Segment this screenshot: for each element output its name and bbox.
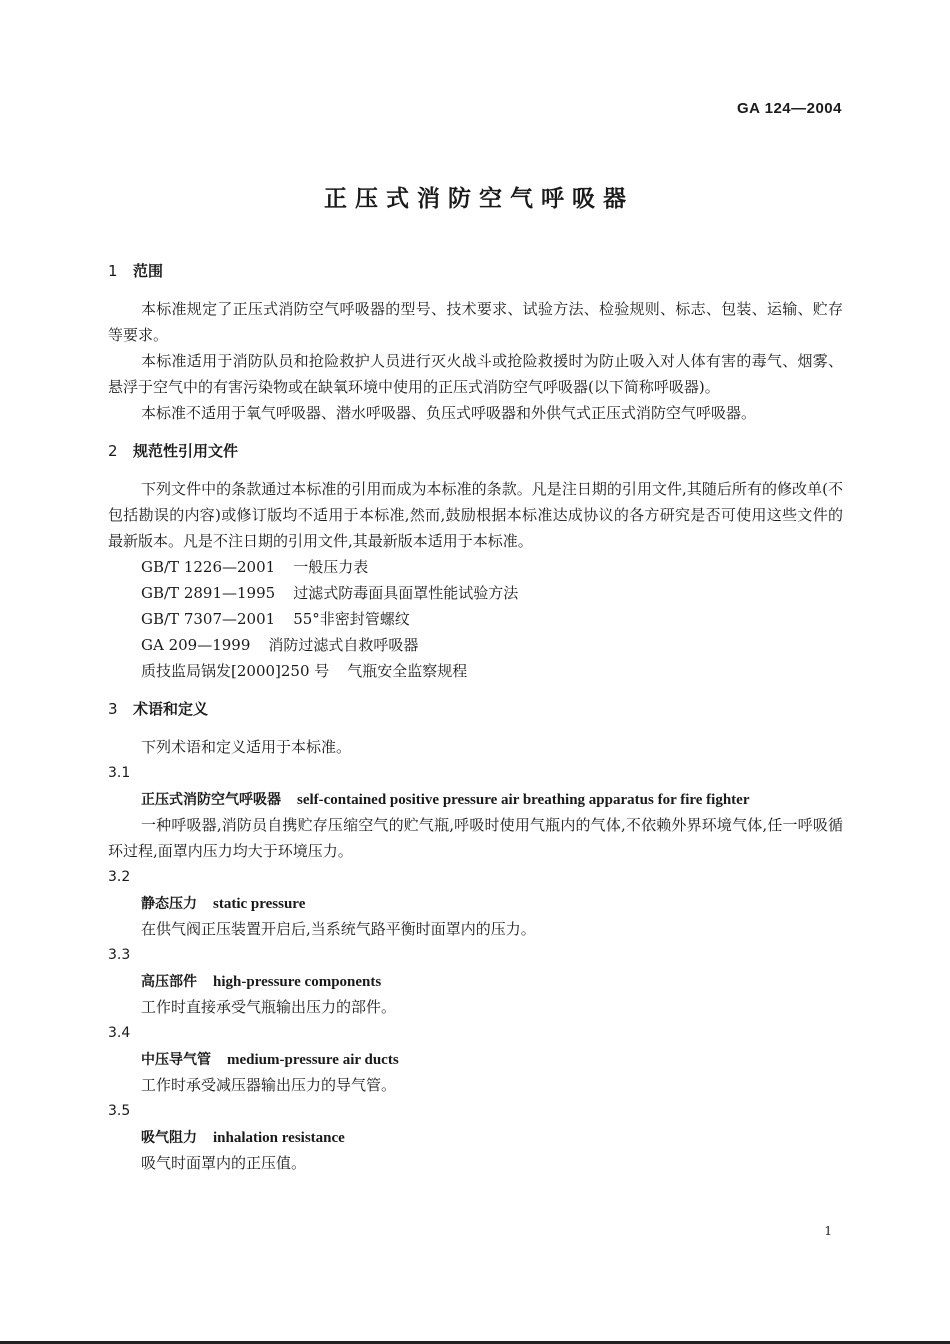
reference-name: 气瓶安全监察规程 [347, 662, 468, 680]
section-title: 范围 [133, 262, 164, 280]
reference-name: 消防过滤式自救呼吸器 [268, 636, 419, 654]
reference-code: GB/T 2891—1995 [141, 584, 276, 602]
standard-code: GA 124—2004 [736, 100, 842, 117]
reference-item [108, 606, 843, 632]
terms-intro: 下列术语和定义适用于本标准。 [141, 738, 352, 756]
section-heading-terms-definitions [108, 696, 843, 722]
reference-item [108, 554, 843, 580]
section-heading-scope [108, 258, 843, 284]
term-heading [108, 968, 843, 994]
term-definition: 在供气阀正压装置开启后,当系统气路平衡时面罩内的压力。 [141, 920, 536, 938]
section-heading-normative-references [108, 438, 843, 464]
term-chinese: 正压式消防空气呼吸器 [141, 792, 281, 808]
term-definition: 吸气时面罩内的正压值。 [141, 1154, 307, 1172]
scope-paragraph-1: 本标准规定了正压式消防空气呼吸器的型号、技术要求、试验方法、检验规则、标志、包装、运输、贮存等要求。 [108, 300, 843, 344]
section-title: 规范性引用文件 [133, 442, 239, 460]
term-number: 3.5 [108, 1103, 131, 1119]
term-english: inhalation resistance [213, 1130, 345, 1146]
reference-name: 过滤式防毒面具面罩性能试验方法 [293, 584, 519, 602]
term-definition: 工作时承受减压器输出压力的导气管。 [141, 1076, 397, 1094]
page-number: 1 [824, 1224, 832, 1238]
term-definition: 工作时直接承受气瓶输出压力的部件。 [141, 998, 397, 1016]
section-number: 1 [108, 262, 118, 280]
reference-code: 质技监局锅发[2000]250 号 [141, 662, 330, 680]
term-definition: 一种呼吸器,消防员自携贮存压缩空气的贮气瓶,呼吸时使用气瓶内的气体,不依赖外界环境气体,任一呼吸循环过程,面罩内压力均大于环境压力。 [108, 816, 843, 860]
document-body [108, 258, 843, 1176]
term-chinese: 高压部件 [141, 974, 197, 990]
scope-paragraph-2: 本标准适用于消防队员和抢险救护人员进行灭火战斗或抢险救援时为防止吸入对人体有害的毒气、烟雾、悬浮于空气中的有害污染物或在缺氧环境中使用的正压式消防空气呼吸器(以下简称呼吸器)。 [108, 352, 843, 396]
section-title: 术语和定义 [133, 700, 209, 718]
term-heading [108, 1124, 843, 1150]
reference-code: GA 209—1999 [141, 636, 251, 654]
reference-code: GB/T 7307—2001 [141, 610, 276, 628]
document-title: 正压式消防空气呼吸器 [324, 186, 634, 212]
term-heading [108, 786, 843, 812]
scope-paragraph-3: 本标准不适用于氧气呼吸器、潜水呼吸器、负压式呼吸器和外供气式正压式消防空气呼吸器。 [141, 404, 757, 422]
term-english: static pressure [213, 896, 306, 912]
section-number: 3 [108, 700, 118, 718]
term-chinese: 中压导气管 [141, 1052, 211, 1068]
section-number: 2 [108, 442, 118, 460]
term-number: 3.1 [108, 765, 131, 781]
reference-item [108, 580, 843, 606]
term-english: high-pressure components [213, 974, 382, 990]
term-heading [108, 1046, 843, 1072]
reference-item [108, 658, 843, 684]
term-number: 3.2 [108, 869, 131, 885]
reference-item [108, 632, 843, 658]
term-number: 3.4 [108, 1025, 131, 1041]
reference-code: GB/T 1226—2001 [141, 558, 276, 576]
reference-name: 一般压力表 [293, 558, 369, 576]
term-chinese: 吸气阻力 [141, 1130, 197, 1146]
term-english: self-contained positive pressure air breathing apparatus for fire fighter [297, 792, 750, 808]
term-number: 3.3 [108, 947, 131, 963]
reference-name: 55°非密封管螺纹 [293, 610, 410, 628]
references-paragraph: 下列文件中的条款通过本标准的引用而成为本标准的条款。凡是注日期的引用文件,其随后所有的修改单(不包括勘误的内容)或修订版均不适用于本标准,然而,鼓励根据本标准达成协议的各方研究是否可使用这些文件的最新版本。凡是不注日期的引用文件,其最新版本适用于本标准。 [108, 480, 843, 550]
term-heading [108, 890, 843, 916]
term-chinese: 静态压力 [141, 896, 197, 912]
term-english: medium-pressure air ducts [227, 1052, 399, 1068]
